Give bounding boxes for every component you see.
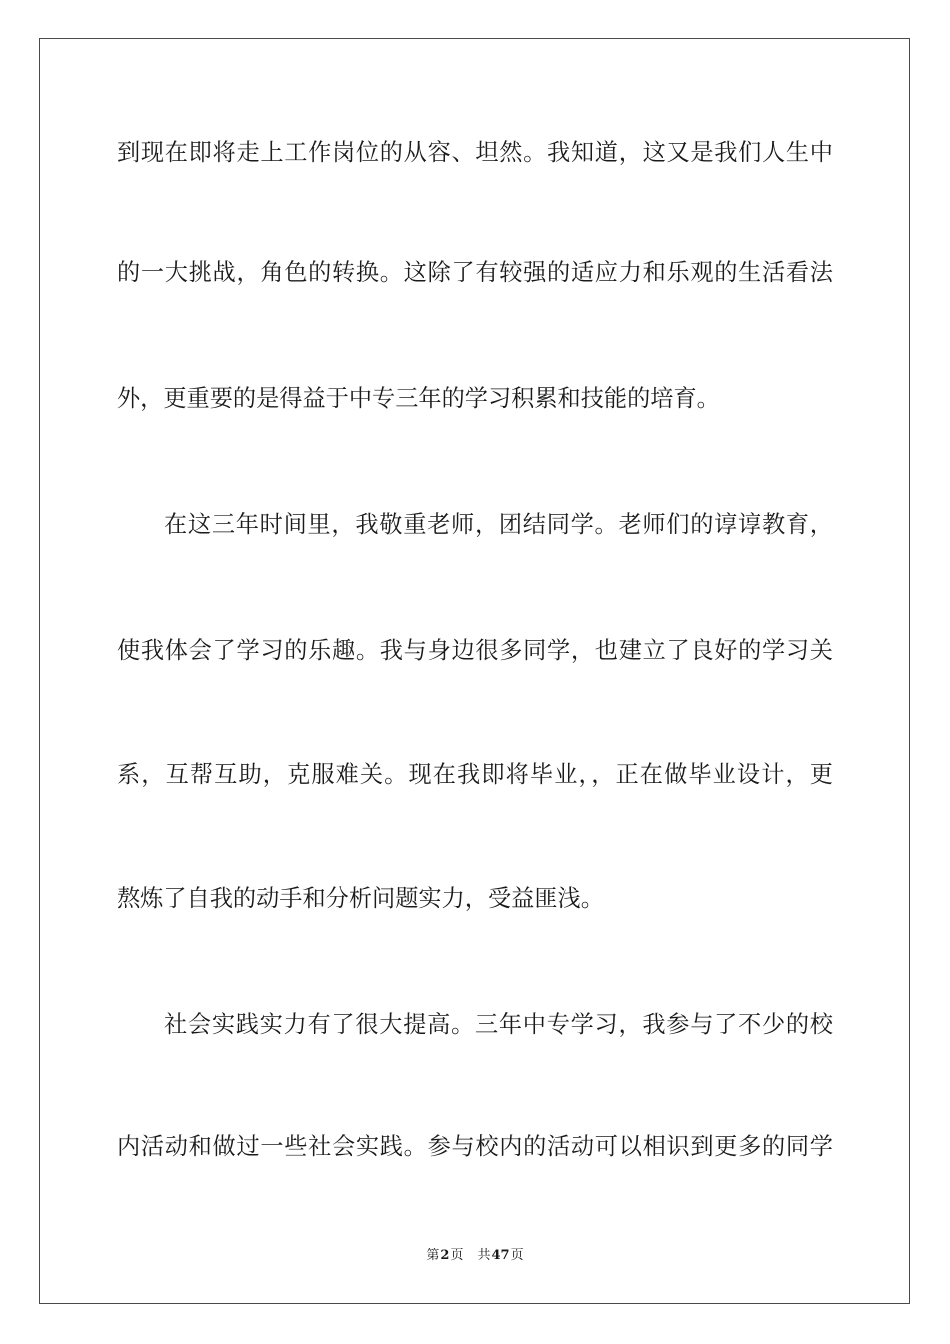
total-prefix: 共 (477, 1248, 491, 1263)
text-line: 到现在即将走上工作岗位的从容、坦然。我知道，这又是我们人生中 (117, 139, 833, 166)
text-line: 内活动和做过一些社会实践。参与校内的活动可以相识到更多的同学 (117, 1133, 833, 1160)
text-line: 外，更重要的是得益于中专三年的学习积累和技能的培育。 (117, 385, 720, 412)
text-line: 在这三年时间里，我敬重老师，团结同学。老师们的谆谆教育， (164, 511, 833, 538)
page-footer (0, 1247, 950, 1265)
text-line: 系，互帮互助，克服难关。现在我即将毕业，，正在做毕业设计，更 (117, 761, 833, 788)
text-line: 熬炼了自我的动手和分析问题实力，受益匪浅。 (117, 885, 604, 912)
page-suffix: 页 (450, 1248, 464, 1263)
total-pages: 47 (491, 1248, 510, 1263)
text-line: 使我体会了学习的乐趣。我与身边很多同学，也建立了良好的学习关 (117, 637, 833, 664)
text-line: 的一大挑战，角色的转换。这除了有较强的适应力和乐观的生活看法 (117, 259, 833, 286)
page-border (39, 38, 910, 1304)
page-number: 2 (440, 1248, 450, 1263)
text-line: 社会实践实力有了很大提高。三年中专学习，我参与了不少的校 (164, 1011, 833, 1038)
page-prefix: 第 (426, 1248, 440, 1263)
total-suffix: 页 (510, 1248, 524, 1263)
